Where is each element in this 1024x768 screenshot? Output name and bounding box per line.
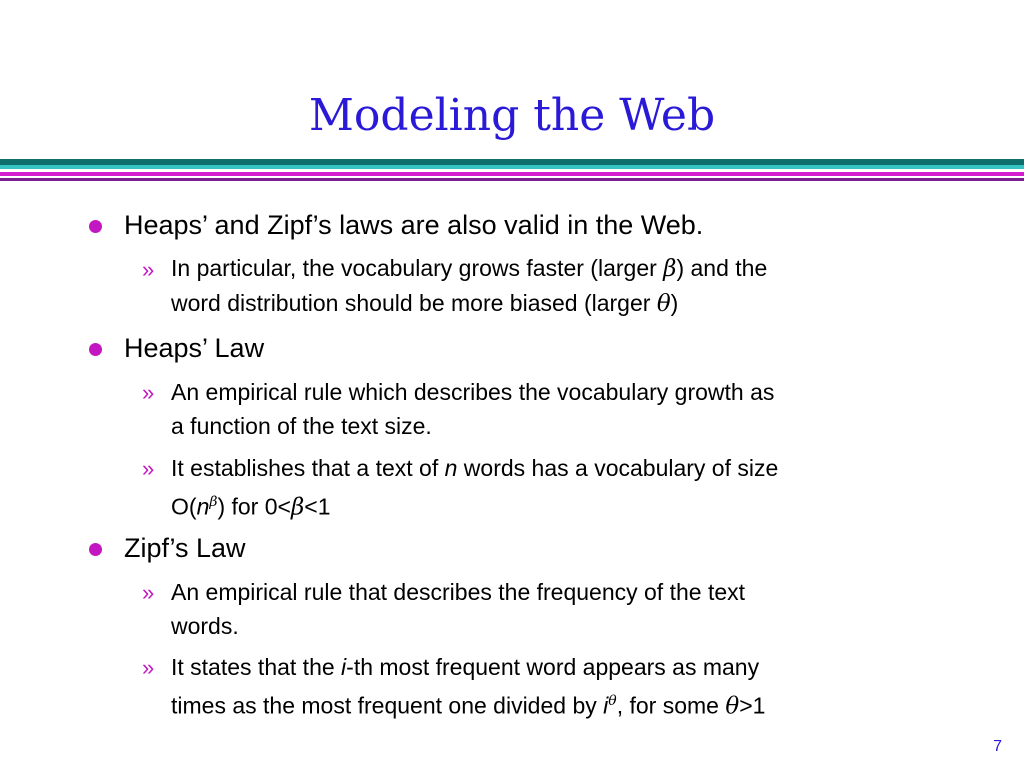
sub-bullet-text: , for some — [616, 692, 726, 719]
sub-bullet-text: words. — [171, 613, 239, 639]
sub-bullet-zipf-definition — [171, 575, 941, 643]
slide-title: Modeling the Web — [308, 90, 716, 141]
bullet-dot-icon — [89, 343, 102, 356]
theta-exponent: θ — [608, 693, 617, 709]
variable-n: n — [196, 493, 210, 520]
theta-symbol: θ — [656, 291, 671, 317]
sub-bullet-icon: » — [142, 257, 155, 282]
theta-symbol: θ — [725, 693, 740, 720]
variable-n: n — [444, 455, 458, 481]
beta-symbol: β — [663, 256, 677, 282]
bullet-zipf-law: Zipf’s Law — [124, 533, 246, 563]
sub-bullet-text: <1 — [304, 493, 331, 520]
sub-bullet-heaps-definition — [171, 375, 941, 443]
beta-exponent: β — [209, 494, 218, 510]
sub-bullet-text: It states that the — [171, 654, 342, 680]
sub-bullet-text: a function of the text size. — [171, 413, 432, 439]
sub-bullet-vocabulary-web — [171, 251, 941, 321]
sub-bullet-heaps-formula — [171, 451, 941, 525]
sub-bullet-text: ) and the — [676, 255, 768, 281]
sub-bullet-text: An empirical rule which describes the vocabulary growth as — [171, 379, 775, 405]
sub-bullet-icon: » — [142, 380, 155, 405]
sub-bullet-icon: » — [142, 655, 155, 680]
sub-bullet-text: words has a vocabulary of size — [457, 455, 779, 481]
sub-bullet-text: ) — [670, 290, 679, 316]
variable-i: i — [341, 654, 347, 680]
bullet-heaps-zipf-web: Heaps’ and Zipf’s laws are also valid in the Web. — [124, 210, 704, 240]
sub-bullet-text: >1 — [739, 692, 766, 719]
sub-bullet-icon: » — [142, 580, 155, 605]
sub-bullet-icon: » — [142, 456, 155, 481]
page-number: 7 — [993, 738, 1002, 755]
variable-i: i — [603, 692, 609, 719]
sub-bullet-text: An empirical rule that describes the frequency of the text — [171, 579, 746, 605]
bullet-dot-icon — [89, 543, 102, 556]
sub-bullet-text: It establishes that a text of — [171, 455, 445, 481]
bullet-dot-icon — [89, 220, 102, 233]
sub-bullet-text: ) for 0< — [217, 493, 291, 520]
sub-bullet-text: word distribution should be more biased (larger — [171, 290, 657, 316]
sub-bullet-zipf-formula — [171, 650, 941, 724]
sub-bullet-text: In particular, the vocabulary grows faster (larger — [171, 255, 664, 281]
sub-bullet-text: times as the most frequent one divided by — [171, 692, 604, 719]
beta-symbol: β — [290, 494, 305, 521]
sub-bullet-text: O( — [171, 493, 197, 520]
sub-bullet-text: -th most frequent word appears as many — [346, 654, 760, 680]
bullet-heaps-law: Heaps’ Law — [124, 333, 265, 363]
